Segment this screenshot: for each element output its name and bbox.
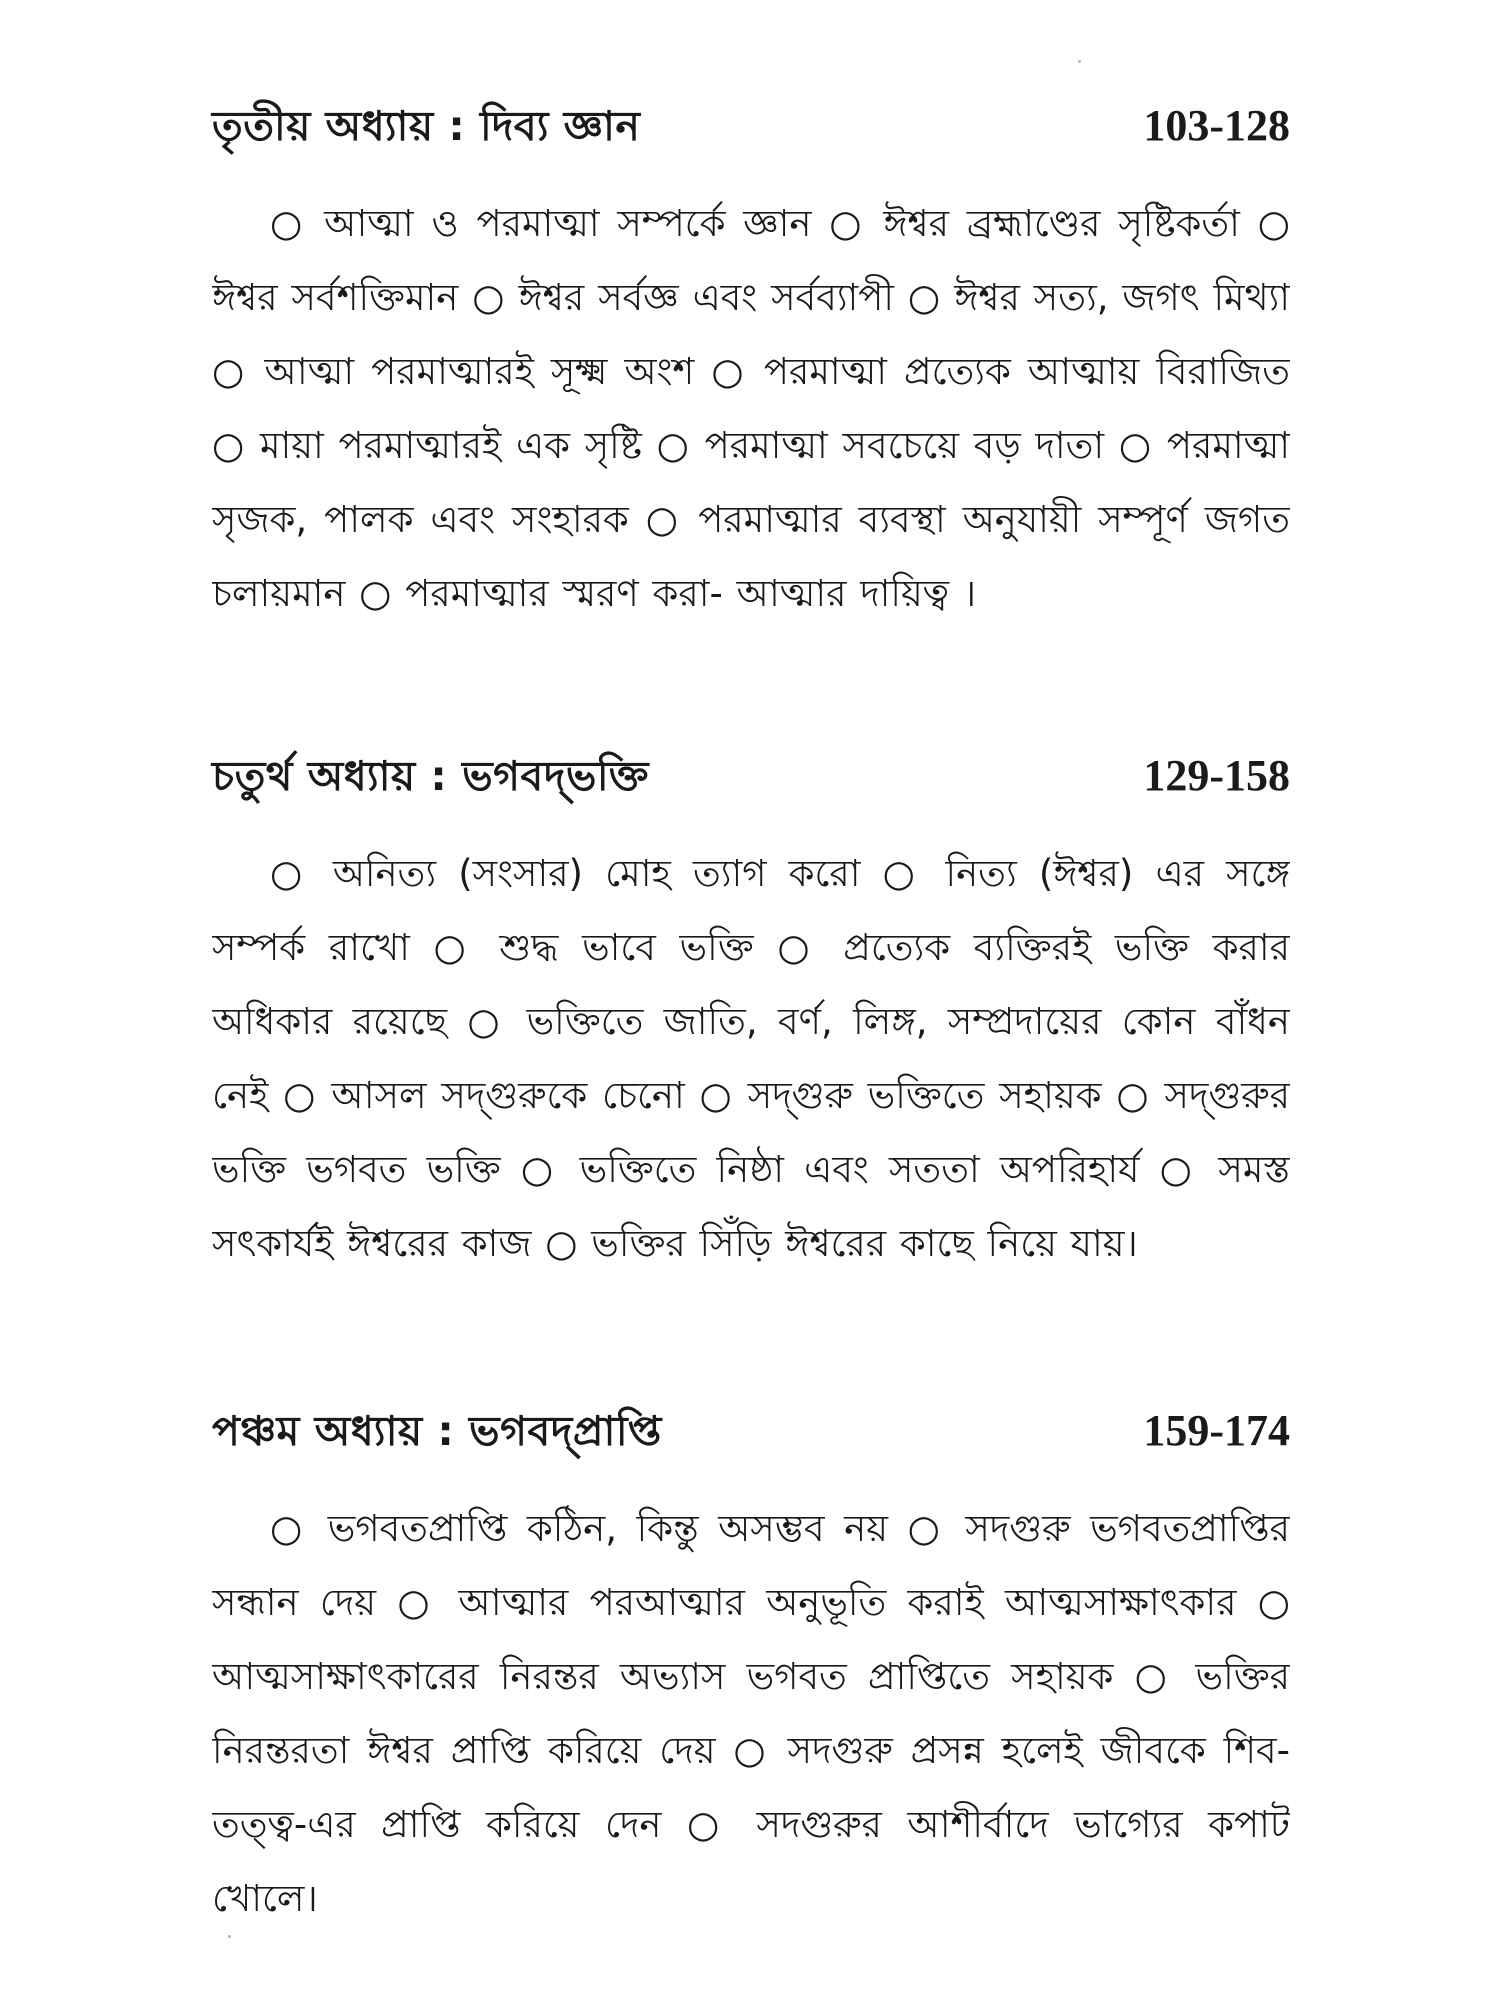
chapter-summary: ○ আত্মা ও পরমাত্মা সম্পর্কে জ্ঞান ○ ঈশ্বর ব্রহ্মাণ্ডের সৃষ্টিকর্তা ○ ঈশ্বর সর্বশক্তিমান ○ ঈশ্বর সর্বজ্ঞ এবং সর্বব্যাপী ○ ঈশ্বর সত্য, জগৎ মিথ্যা ○ আত্মা পরমাত্মারই সূক্ষ্ম অংশ ○ পরমাত্মা প্রত্যেক আত্মায় বিরাজিত ○ মায়া পরমাত্মারই এক সৃষ্টি ○ পরমাত্মা সবচেয়ে বড় দাতা ○ পরমাত্মা সৃজক, পালক এবং সংহারক ○ পরমাত্মার ব্যবস্থা অনুযায়ী সম্পূর্ণ জগত চলায়মান ○ পরমাত্মার স্মরণ করা- আত্মার দায়িত্ব । — [212, 202, 1290, 615]
chapter-5 — [212, 1400, 1290, 1973]
chapter-heading — [212, 745, 1290, 815]
chapter-page-range: 103-128 — [1143, 101, 1290, 150]
paper-speck — [1078, 60, 1081, 63]
chapter-title: চতুর্থ অধ্যায় : ভগবদ্‌ভক্তি — [212, 752, 649, 800]
chapter-heading — [212, 1400, 1290, 1470]
chapter-title: পঞ্চম অধ্যায় : ভগবদ্‌প্রাপ্তি — [212, 1407, 662, 1455]
chapter-page-range: 159-174 — [1143, 1406, 1290, 1455]
chapter-3 — [212, 95, 1290, 668]
chapter-summary: ○ ভগবতপ্রাপ্তি কঠিন, কিন্তু অসম্ভব নয় ○ সদগুরু ভগবতপ্রাপ্তির সন্ধান দেয় ○ আত্মার পরআত্মার অনুভূতি করাই আত্মসাক্ষাৎকার ○ আত্মসাক্ষাৎকারের নিরন্তর অভ্যাস ভগবত প্রাপ্তিতে সহায়ক ○ ভক্তির নিরন্তরতা ঈশ্বর প্রাপ্তি করিয়ে দেয় ○ সদগুরু প্রসন্ন হলেই জীবকে শিব-তত্ত্ব-এর প্রাপ্তি করিয়ে দেন ○ সদগুরুর আশীর্বাদে ভাগ্যের কপাট খোলে। — [212, 1507, 1290, 1920]
chapter-4 — [212, 745, 1290, 1318]
chapter-page-range: 129-158 — [1143, 751, 1290, 800]
chapter-heading — [212, 95, 1290, 165]
chapter-summary: ○ অনিত্য (সংসার) মোহ ত্যাগ করো ○ নিত্য (ঈশ্বর) এর সঙ্গে সম্পর্ক রাখো ○ শুদ্ধ ভাবে ভক্তি ○ প্রত্যেক ব্যক্তিরই ভক্তি করার অধিকার রয়েছে ○ ভক্তিতে জাতি, বর্ণ, লিঙ্গ, সম্প্রদায়ের কোন বাঁধন নেই ○ আসল সদ্‌গুরুকে চেনো ○ সদ্‌গুরু ভক্তিতে সহায়ক ○ সদ্‌গুরুর ভক্তি ভগবত ভক্তি ○ ভক্তিতে নিষ্ঠা এবং সততা অপরিহার্য ○ সমস্ত সৎকার্যই ঈশ্বরের কাজ ○ ভক্তির সিঁড়ি ঈশ্বরের কাছে নিয়ে যায়। — [212, 852, 1290, 1265]
chapter-title: তৃতীয় অধ্যায় : দিব্য জ্ঞান — [212, 102, 641, 150]
